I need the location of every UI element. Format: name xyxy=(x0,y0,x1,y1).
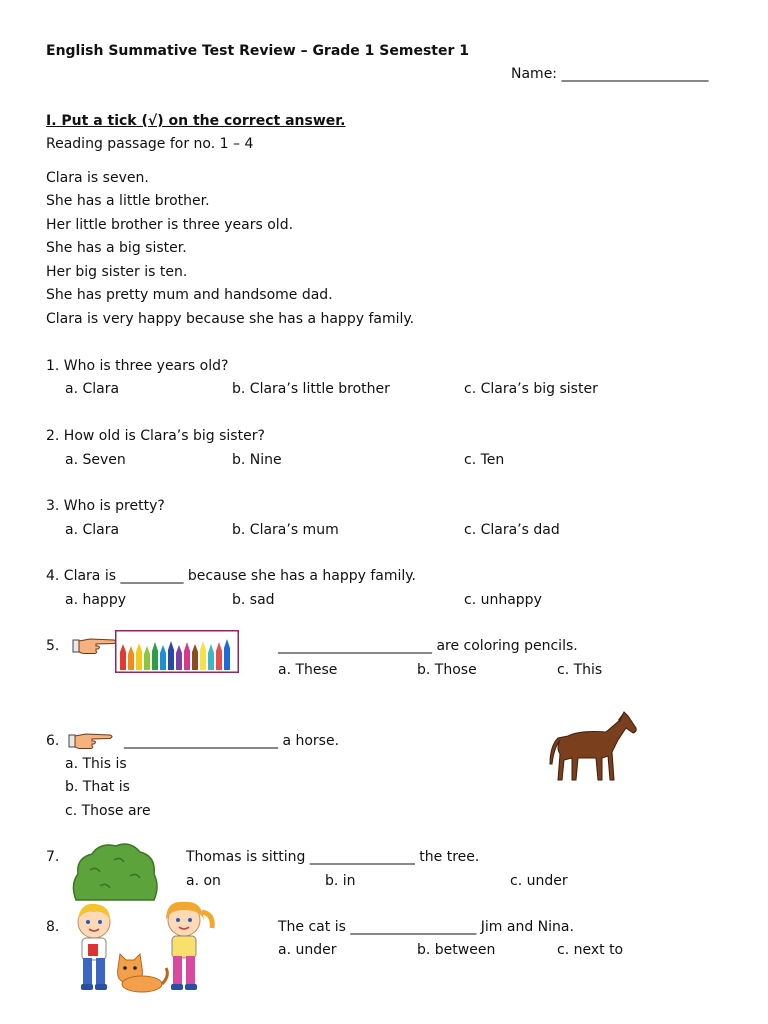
question-3: 3. Who is pretty? xyxy=(46,498,165,514)
question-6: ______________________ a horse. xyxy=(124,733,340,749)
option-3c[interactable]: c. Clara’s dad xyxy=(464,522,560,538)
question-6-number: 6. xyxy=(46,733,60,749)
passage-line: Clara is seven. xyxy=(46,170,149,186)
option-8b[interactable]: b. between xyxy=(417,942,496,958)
tree-image xyxy=(70,840,158,900)
option-7c[interactable]: c. under xyxy=(510,873,568,889)
passage-line: Her little brother is three years old. xyxy=(46,217,294,233)
option-3a[interactable]: a. Clara xyxy=(65,522,120,538)
coloring-pencils-image xyxy=(115,630,239,673)
passage-line: Her big sister is ten. xyxy=(46,264,188,280)
children-with-cat-image xyxy=(66,898,216,994)
passage-line: She has a big sister. xyxy=(46,240,187,256)
option-2a[interactable]: a. Seven xyxy=(65,452,126,468)
passage-intro: Reading passage for no. 1 – 4 xyxy=(46,136,254,152)
question-2: 2. How old is Clara’s big sister? xyxy=(46,428,265,444)
option-6c[interactable]: c. Those are xyxy=(65,803,151,819)
horse-image xyxy=(548,708,640,784)
option-4a[interactable]: a. happy xyxy=(65,592,126,608)
option-6a[interactable]: a. This is xyxy=(65,756,127,772)
name-field-label: Name: _____________________ xyxy=(511,66,709,82)
option-7a[interactable]: a. on xyxy=(186,873,221,889)
question-7-number: 7. xyxy=(46,849,60,865)
question-8-number: 8. xyxy=(46,919,60,935)
option-4c[interactable]: c. unhappy xyxy=(464,592,542,608)
option-5b[interactable]: b. Those xyxy=(417,662,477,678)
section-heading: I. Put a tick (√) on the correct answer. xyxy=(46,113,346,129)
option-4b[interactable]: b. sad xyxy=(232,592,275,608)
option-6b[interactable]: b. That is xyxy=(65,779,130,795)
question-4: 4. Clara is _________ because she has a happy family. xyxy=(46,568,417,584)
option-8c[interactable]: c. next to xyxy=(557,942,624,958)
passage-line: Clara is very happy because she has a happy family. xyxy=(46,311,415,327)
question-5-number: 5. xyxy=(46,638,60,654)
passage-line: She has pretty mum and handsome dad. xyxy=(46,287,333,303)
question-7: Thomas is sitting _______________ the tree. xyxy=(186,849,480,865)
option-5c[interactable]: c. This xyxy=(557,662,603,678)
question-8: The cat is __________________ Jim and Nina. xyxy=(278,919,574,935)
passage-line: She has a little brother. xyxy=(46,193,210,209)
pointing-hand-icon xyxy=(72,634,118,656)
option-7b[interactable]: b. in xyxy=(325,873,356,889)
option-2c[interactable]: c. Ten xyxy=(464,452,505,468)
option-5a[interactable]: a. These xyxy=(278,662,338,678)
option-2b[interactable]: b. Nine xyxy=(232,452,282,468)
question-1: 1. Who is three years old? xyxy=(46,358,229,374)
option-8a[interactable]: a. under xyxy=(278,942,337,958)
option-1b[interactable]: b. Clara’s little brother xyxy=(232,381,390,397)
option-1a[interactable]: a. Clara xyxy=(65,381,120,397)
option-1c[interactable]: c. Clara’s big sister xyxy=(464,381,598,397)
option-3b[interactable]: b. Clara’s mum xyxy=(232,522,339,538)
page-title: English Summative Test Review – Grade 1 Semester 1 xyxy=(46,43,469,59)
question-5: ______________________ are coloring pencils. xyxy=(278,638,578,654)
pointing-hand-icon xyxy=(68,729,114,751)
